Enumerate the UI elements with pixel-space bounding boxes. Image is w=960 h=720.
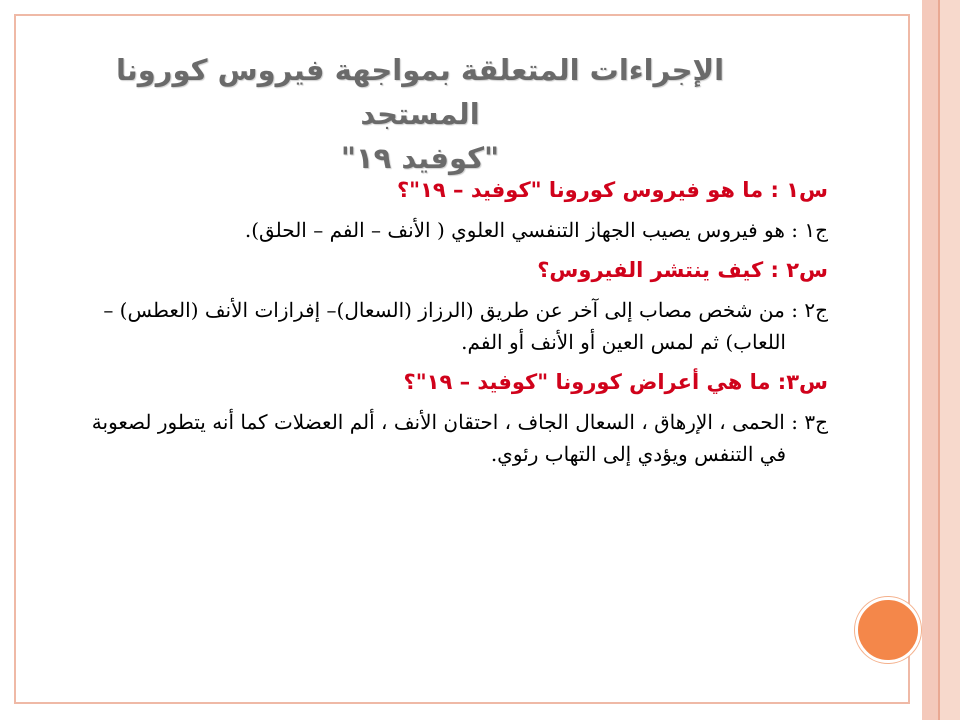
question-2: س٢ : كيف ينتشر الفيروس؟ [537, 258, 828, 282]
qa-list [70, 172, 828, 476]
title-line-1: الإجراءات المتعلقة بمواجهة فيروس كورونا المستجد [115, 53, 725, 131]
answer-3: ج٣ : الحمى ، الإرهاق ، السعال الجاف ، احتقان الأنف ، ألم العضلات كما أنه يتطور لصعوبة في التنفس ويؤدي إلى التهاب رئوي. [91, 410, 828, 466]
decorative-circle [855, 597, 921, 663]
question-1: س١ : ما هو فيروس كورونا "كوفيد – ١٩"؟ [396, 178, 828, 202]
answer-2: ج٢ : من شخص مصاب إلى آخر عن طريق (الرزاز (السعال)– إفرازات الأنف (العطس) – اللعاب) ثم لمس العين أو الأنف أو الفم. [103, 298, 828, 354]
slide-title [60, 48, 780, 180]
title-line-2: "كوفيد ١٩" [340, 141, 500, 175]
answer-1: ج١ : هو فيروس يصيب الجهاز التنفسي العلوي ( الأنف – الفم – الحلق). [244, 218, 828, 242]
decorative-stripe [938, 0, 960, 720]
decorative-stripe [922, 0, 938, 720]
question-3: س٣: ما هي أعراض كورونا "كوفيد – ١٩"؟ [403, 370, 828, 394]
